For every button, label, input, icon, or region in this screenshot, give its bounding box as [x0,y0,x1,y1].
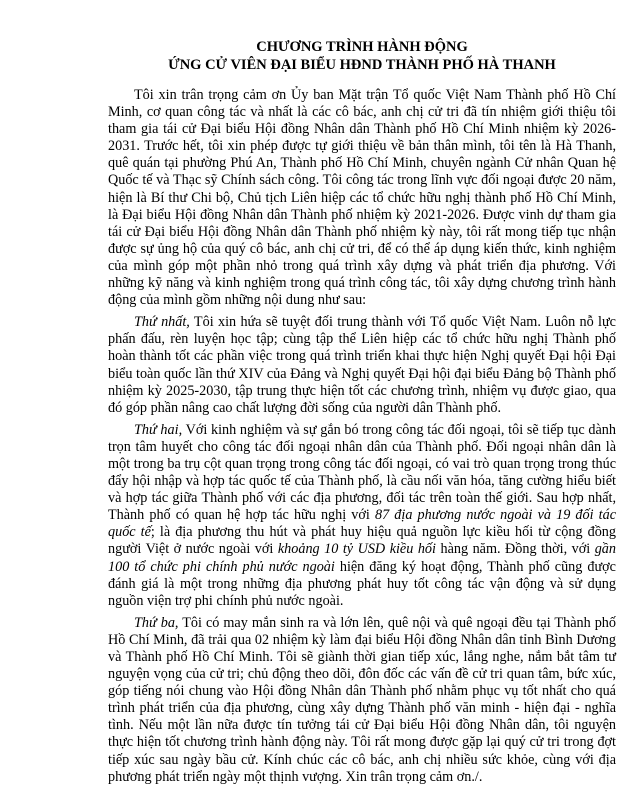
paragraph-second-text-4: hiện đăng ký hoạt động, Thành phố cũng được đánh giá là một trong những địa phương phát huy tốt công tác vận động và sử dụng nguồn viện trợ phi chính phủ nước ngoài. [108,558,616,609]
paragraph-third [108,615,616,786]
paragraph-first [108,314,616,417]
paragraph-third-lead: Thứ ba, [134,614,179,631]
title-line-2: ỨNG CỬ VIÊN ĐẠI BIỂU HĐND THÀNH PHỐ HÀ THANH [168,57,556,73]
paragraph-second-text-1: Với kinh nghiệm và sự gắn bó trong công tác đối ngoại, tôi sẽ tiếp tục dành trọn tâm huyết cho công tác đối ngoại nhân dân của Thành phố. Đối ngoại nhân dân là một trong ba trụ cột quan trọng trong công tác đối ngoại, có vai trò quan trọng trong thúc đẩy hội nhập và hợp tác quốc tế của Thành phố, là cầu nối văn hóa, tăng cường hiểu biết và hợp tác giữa Thành phố với các địa phương, đối tác trên toàn thế giới. Sau hợp nhất, Thành phố có quan hệ hợp tác hữu nghị với [108,421,616,524]
emphasis-ngo-count: gần 100 tổ chức phi chính phủ nước ngoài [108,541,616,575]
paragraph-second [108,422,616,610]
paragraph-second-text-3: hàng năm. Đồng thời, với [435,541,595,558]
paragraph-third-text: Tôi có may mắn sinh ra và lớn lên, quê nội và quê ngoại đều tại Thành phố Hồ Chí Minh, đã trải qua 02 nhiệm kỳ làm đại biểu Hội đồng Nhân dân tỉnh Bình Dương và Thành phố Hồ Chí Minh. Tôi sẽ giành thời gian tiếp xúc, lắng nghe, nắm bắt tâm tư nguyện vọng của cử tri; chủ động theo dõi, đôn đốc các vấn đề cử tri quan tâm, bức xúc, góp tiếng nói chung vào Hội đồng Nhân dân Thành phố nhằm phục vụ tốt nhất cho quá trình phát triển của địa phương, cùng xây dựng Thành phố văn minh - hiện đại - nghĩa tình. Nếu một lần nữa được tín tưởng tái cử Đại biểu Hội đồng Nhân dân, tôi nguyện thực hiện tốt chương trình hành động này. Tôi rất mong được gặp lại quý cử tri trong đợt tiếp xúc sau ngày bầu cử. Kính chúc các cô bác, anh chị nhiều sức khỏe, cùng với địa phương phát triển ngày một thịnh vượng. Xin trân trọng cảm ơn./. [108,614,616,785]
paragraph-second-text-2: ; là địa phương thu hút và phát huy hiệu quả nguồn lực kiều hối từ cộng đồng người Việt ở nước ngoài với [108,524,616,558]
paragraph-first-text: Tôi xin hứa sẽ tuyệt đối trung thành với Tổ quốc Việt Nam. Luôn nỗ lực phấn đấu, rèn luyện học tập; cùng tập thể Liên hiệp các tổ chức hữu nghị Thành phố hoàn thành tốt các phần việc trong quá trình triển khai thực hiện Nghị quyết Đại hội Đại biểu toàn quốc lần thứ XIV của Đảng và Nghị quyết Đại hội đại biểu Đảng bộ Thành phố nhiệm kỳ 2025-2030, tập trung thực hiện tốt các chương trình, nhiệm vụ được giao, qua đó góp phần nâng cao chất lượng đời sống của người dân Thành phố. [108,314,616,416]
emphasis-foreign-partners: 87 địa phương nước ngoài và 19 đối tác quốc tế [108,507,617,541]
paragraph-second-lead: Thứ hai, [134,421,183,438]
paragraph-first-lead: Thứ nhất, [134,314,190,331]
title-line-1: CHƯƠNG TRÌNH HÀNH ĐỘNG [256,39,468,55]
emphasis-remittance: khoảng 10 tỷ USD kiều hối [277,541,436,558]
intro-paragraph: Tôi xin trân trọng cảm ơn Ủy ban Mặt trận Tổ quốc Việt Nam Thành phố Hồ Chí Minh, cơ quan công tác và nhất là các cô bác, anh chị cử tri đã tín nhiệm giới thiệu tôi tham gia tái cử Đại biểu Hội đồng Nhân dân Thành phố Hồ Chí Minh nhiệm kỳ 2026-2031. Trước hết, tôi xin phép được tự giới thiệu về bản thân mình, tôi tên là Hà Thanh, quê quán tại phường Phú An, Thành phố Hồ Chí Minh, chuyên ngành Cử nhân Quan hệ Quốc tế và Thạc sỹ Chính sách công. Tôi công tác trong lĩnh vực đối ngoại được 20 năm, hiện là Bí thư Chi bộ, Chủ tịch Liên hiệp các tổ chức hữu nghị thành phố Hồ Chí Minh, là Đại biểu Hội đồng Nhân dân Thành phố nhiệm kỳ 2021-2026. Được vinh dự tham gia tái cử Đại biểu Hội đồng Nhân dân Thành phố nhiệm kỳ này, tôi rất mong tiếp tục nhận được sự ủng hộ của quý cô bác, anh chị cử tri, để có thể áp dụng kiến thức, kinh nghiệm của mình góp một phần nhỏ trong quá trình xây dựng và phát triển địa phương. Với những kỹ năng và kinh nghiệm trong quá trình công tác, tôi xây dựng chương trình hành động của mình gồm những nội dung như sau: [108,87,616,309]
